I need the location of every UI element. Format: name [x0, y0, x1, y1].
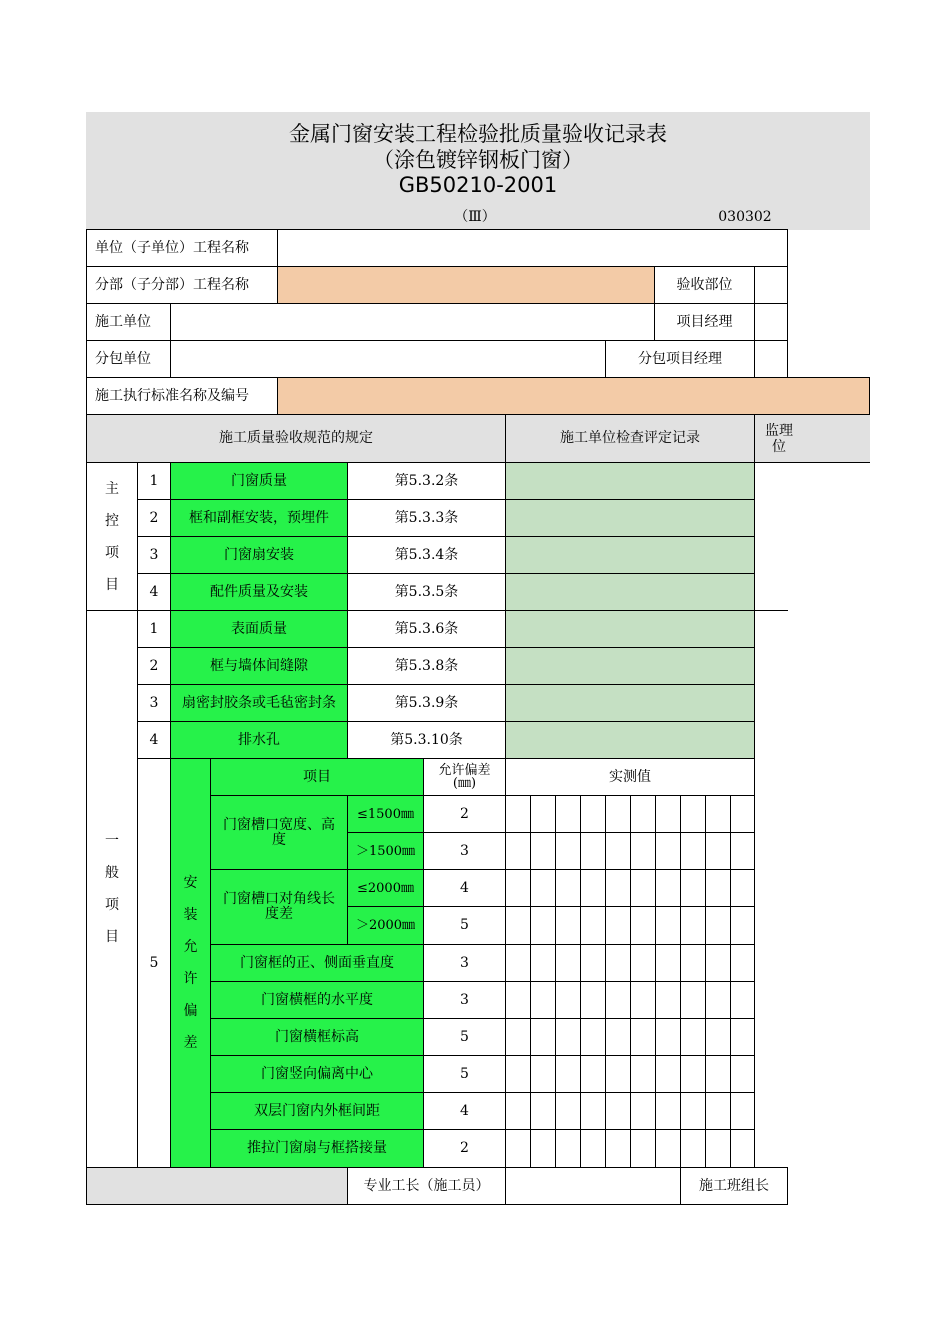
tolerance-value: 2: [423, 795, 506, 833]
project-manager-value[interactable]: [754, 303, 788, 341]
tolerance-row-name: 门窗框的正、侧面垂直度: [210, 944, 424, 982]
form-subtitle: （涂色镀锌钢板门窗）: [373, 148, 583, 172]
general-item-clause: 第5.3.10条: [347, 721, 506, 759]
general-item-no: 2: [137, 647, 171, 685]
tolerance-measured-header: 实测值: [505, 758, 755, 796]
grid-line: [505, 1129, 755, 1130]
tolerance-row-name: 门窗竖向偏离中心: [210, 1055, 424, 1093]
grid-line: [505, 869, 755, 870]
general-item-check[interactable]: [505, 610, 755, 648]
tolerance-value: 4: [423, 869, 506, 907]
tolerance-allow-header: 允许偏差 (㎜): [423, 758, 506, 796]
main-item-name: 门窗扇安装: [170, 536, 348, 574]
tolerance-condition: ≤1500㎜: [347, 795, 424, 833]
general-item-name: 扇密封胶条或毛毡密封条: [170, 684, 348, 722]
general-item-check[interactable]: [505, 647, 755, 685]
form-title: 金属门窗安装工程检验批质量验收记录表: [289, 122, 667, 146]
tolerance-value: 2: [423, 1129, 506, 1168]
supervisor-column-border: [754, 462, 755, 611]
main-item-no: 2: [137, 499, 171, 537]
foreman-value[interactable]: [505, 1167, 681, 1205]
main-item-name: 门窗质量: [170, 462, 348, 500]
check-header: 施工单位检查评定记录: [505, 414, 755, 463]
general-item-clause: 第5.3.8条: [347, 647, 506, 685]
general-item-name: 框与墙体间缝隙: [170, 647, 348, 685]
main-item-clause: 第5.3.4条: [347, 536, 506, 574]
general-item-clause: 第5.3.6条: [347, 610, 506, 648]
main-item-no: 3: [137, 536, 171, 574]
acceptance-part-label: 验收部位: [654, 266, 755, 304]
subcontract-unit-value[interactable]: [170, 340, 606, 378]
supervisor-column-border: [754, 610, 788, 611]
tolerance-condition: ＞2000㎜: [347, 906, 424, 945]
grid-line: [505, 832, 755, 833]
general-item-check[interactable]: [505, 684, 755, 722]
form-code: 030302: [718, 208, 772, 225]
main-item-name: 框和副框安装，预埋件: [170, 499, 348, 537]
unit-project-label: 单位（子单位）工程名称: [86, 229, 278, 267]
main-item-check[interactable]: [505, 536, 755, 574]
grid-line: [505, 981, 755, 982]
grid-line: [505, 1055, 755, 1056]
tolerance-label: 安 装 允 许 偏 差: [170, 758, 211, 1168]
general-item-no: 1: [137, 610, 171, 648]
tolerance-condition: ≤2000㎜: [347, 869, 424, 907]
tolerance-value: 3: [423, 981, 506, 1019]
main-item-no: 4: [137, 573, 171, 611]
tolerance-value: 3: [423, 944, 506, 982]
general-item-no: 4: [137, 721, 171, 759]
acceptance-part-value[interactable]: [754, 266, 788, 304]
tolerance-row-name: 门窗横框标高: [210, 1018, 424, 1056]
main-item-check[interactable]: [505, 499, 755, 537]
footer-blank: [86, 1167, 348, 1205]
sub-project-value[interactable]: [277, 266, 655, 304]
tolerance-group-name: 门窗槽口对角线长度差: [210, 869, 348, 945]
sub-project-label: 分部（子分部）工程名称: [86, 266, 278, 304]
general-item-name: 表面质量: [170, 610, 348, 648]
supervisor-header: 监理 位: [754, 414, 870, 463]
tolerance-group-name: 门窗槽口宽度、高度: [210, 795, 348, 870]
main-item-no: 1: [137, 462, 171, 500]
grid-line: [505, 1018, 755, 1019]
team-leader-label: 施工班组长: [680, 1167, 788, 1205]
main-item-clause: 第5.3.5条: [347, 573, 506, 611]
main-item-check[interactable]: [505, 573, 755, 611]
tolerance-row-name: 推拉门窗扇与框搭接量: [210, 1129, 424, 1168]
main-item-clause: 第5.3.3条: [347, 499, 506, 537]
unit-project-value[interactable]: [277, 229, 788, 267]
grid-line: [505, 1092, 755, 1093]
tolerance-row-name: 双层门窗内外框间距: [210, 1092, 424, 1130]
tolerance-row-name: 门窗横框的水平度: [210, 981, 424, 1019]
standard-name-label: 施工执行标准名称及编号: [86, 377, 278, 415]
construction-unit-label: 施工单位: [86, 303, 171, 341]
grid-line: [505, 906, 755, 907]
foreman-label: 专业工长（施工员）: [347, 1167, 506, 1205]
form-standard: GB50210-2001: [398, 173, 558, 197]
construction-unit-value[interactable]: [170, 303, 655, 341]
general-item-check[interactable]: [505, 721, 755, 759]
tolerance-condition: ＞1500㎜: [347, 832, 424, 870]
tolerance-value: 3: [423, 832, 506, 870]
project-manager-label: 项目经理: [654, 303, 755, 341]
general-item-name: 排水孔: [170, 721, 348, 759]
tolerance-no: 5: [137, 758, 171, 1168]
general-item-no: 3: [137, 684, 171, 722]
main-item-name: 配件质量及安装: [170, 573, 348, 611]
general-items-label: 一 般 项 目: [86, 610, 138, 1168]
standard-name-value[interactable]: [277, 377, 870, 415]
general-item-clause: 第5.3.9条: [347, 684, 506, 722]
main-item-clause: 第5.3.2条: [347, 462, 506, 500]
tolerance-value: 5: [423, 906, 506, 945]
grid-line: [505, 944, 755, 945]
tolerance-value: 5: [423, 1055, 506, 1093]
subcontract-manager-label: 分包项目经理: [605, 340, 755, 378]
subcontract-manager-value[interactable]: [754, 340, 788, 378]
form-part: （Ⅲ）: [454, 208, 496, 225]
tolerance-item-header: 项目: [210, 758, 424, 796]
main-items-label: 主 控 项 目: [86, 462, 138, 611]
tolerance-value: 5: [423, 1018, 506, 1056]
subcontract-unit-label: 分包单位: [86, 340, 171, 378]
spec-header: 施工质量验收规范的规定: [86, 414, 506, 463]
tolerance-value: 4: [423, 1092, 506, 1130]
main-item-check[interactable]: [505, 462, 755, 500]
